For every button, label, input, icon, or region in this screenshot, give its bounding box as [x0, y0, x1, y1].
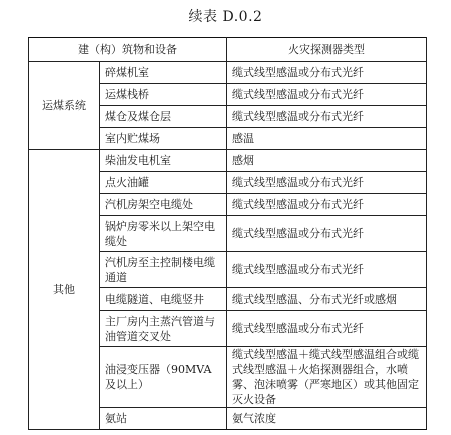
detector-cell: 氨气浓度 — [227, 408, 427, 430]
category-cell: 其他 — [29, 150, 100, 430]
item-cell: 柴油发电机室 — [100, 150, 227, 172]
detector-cell: 缆式线型感温、分布式光纤或感烟 — [227, 288, 427, 311]
detector-cell: 缆式线型感温或分布式光纤 — [227, 216, 427, 252]
item-cell: 氨站 — [100, 408, 227, 430]
table-title: 续表 D.0.2 — [188, 9, 263, 25]
detector-cell: 感温 — [227, 128, 427, 150]
item-cell: 汽机房至主控制楼电缆通道 — [100, 252, 227, 288]
item-cell: 运煤栈桥 — [100, 84, 227, 106]
table-row — [29, 150, 427, 172]
item-cell: 煤仓及煤仓层 — [100, 106, 227, 128]
detector-cell: 缆式线型感温或分布式光纤 — [227, 84, 427, 106]
item-cell: 汽机房架空电缆处 — [100, 194, 227, 216]
item-cell: 碎煤机室 — [100, 62, 227, 84]
detector-cell: 感烟 — [227, 150, 427, 172]
item-cell: 主厂房内主蒸汽管道与油管道交叉处 — [100, 311, 227, 347]
item-cell: 室内贮煤场 — [100, 128, 227, 150]
detector-table — [28, 37, 427, 430]
item-cell: 点火油罐 — [100, 172, 227, 194]
header-detector: 火灾探测器类型 — [227, 38, 427, 62]
detector-cell: 缆式线型感温或分布式光纤 — [227, 252, 427, 288]
detector-cell: 缆式线型感温或分布式光纤 — [227, 194, 427, 216]
item-cell: 电缆隧道、电缆竖井 — [100, 288, 227, 311]
category-cell: 运煤系统 — [29, 62, 100, 150]
table-row — [29, 62, 427, 84]
detector-cell: 缆式线型感温或分布式光纤 — [227, 62, 427, 84]
item-cell: 锅炉房零米以上架空电缆处 — [100, 216, 227, 252]
header-building: 建（构）筑物和设备 — [29, 38, 227, 62]
detector-cell: 缆式线型感温或分布式光纤 — [227, 106, 427, 128]
detector-cell: 缆式线型感温＋缆式线型感温组合或缆式线型感温＋火焰探测器组合，水喷雾、泡沫喷雾（严寒地区）或其他固定灭火设备 — [227, 347, 427, 408]
table-header-row — [29, 38, 427, 62]
detector-cell: 缆式线型感温或分布式光纤 — [227, 172, 427, 194]
item-cell: 油浸变压器（90MVA及以上） — [100, 347, 227, 408]
detector-cell: 缆式线型感温或分布式光纤 — [227, 311, 427, 347]
